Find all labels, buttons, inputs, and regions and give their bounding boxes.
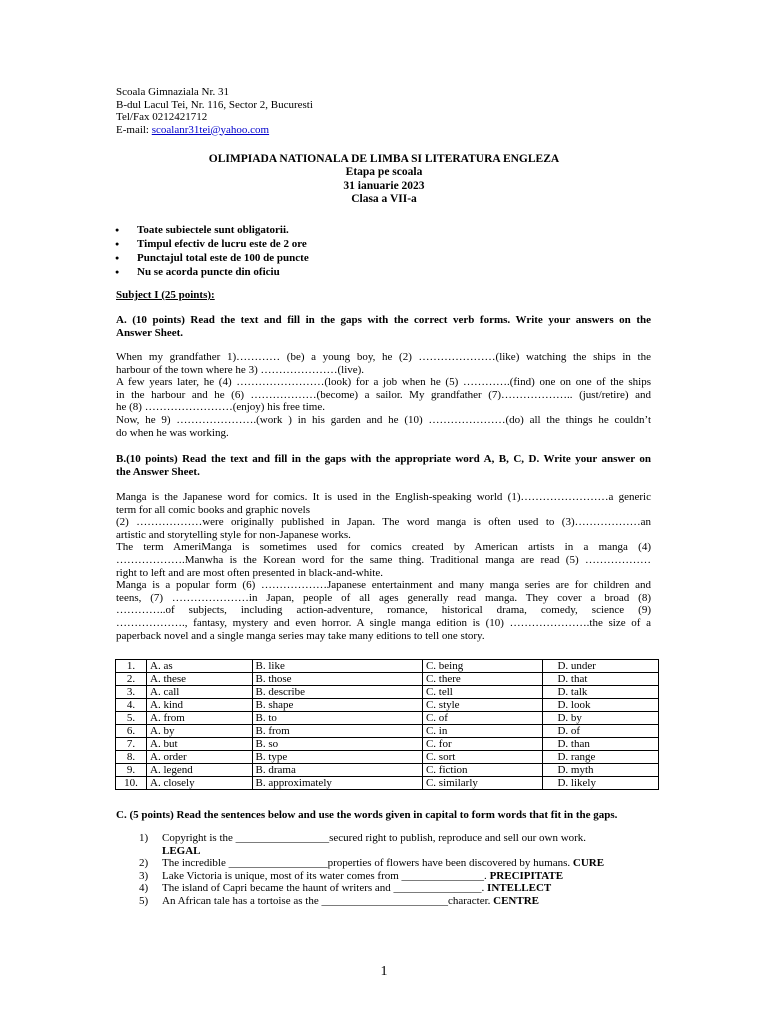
item-number: 2) [139,857,149,869]
option-b: B. like [252,660,422,673]
option-a: A. order [147,751,253,764]
table-row [116,738,659,751]
section-a-heading [116,314,651,339]
option-a: A. kind [147,699,253,712]
section-b-line: (2) ………………were originally published in Japan. The word manga is often used to (3)………………an [116,516,651,529]
table-row [116,699,659,712]
option-c: C. style [422,699,543,712]
item-number: 3) [139,869,149,882]
option-a: A. by [147,725,253,738]
item-number: 1) [139,832,149,844]
option-d: D. under [543,660,659,673]
option-d: D. likely [543,777,659,790]
option-c: C. there [422,673,543,686]
options-table [115,659,659,790]
table-row [116,673,659,686]
item-text: Copyright is the _________________secured right to publish, reproduce and sell our own work. [162,832,587,844]
section-b-line: ……………….Manwha is the Korean word for the same thing. Traditional manga are read (5) ……………… [116,553,651,566]
section-b-line: artistic and storytelling style for non-Japanese works. [116,528,351,541]
section-a-line: harbour of the town where he 3) …………………(live). [116,363,365,376]
option-d: D. by [543,712,659,725]
section-b-line: The term AmeriManga is sometimes used for comics created by American artists in a manga (4) [116,541,651,554]
item-word: CURE [572,857,605,869]
item-number: 4) [139,882,149,894]
section-a-heading-line: Answer Sheet. [116,326,184,339]
option-d: D. range [543,751,659,764]
option-d: D. talk [543,686,659,699]
section-a-line: A few years later, he (4) ……………………(look) for a job when he (5) ………….(find) one on one of the ships [116,376,651,389]
section-b-line: Manga is the Japanese word for comics. It is used in the English-speaking world (1)……………………a generic [116,491,651,503]
item-text: An African tale has a tortoise as the _______________________character. [162,894,491,907]
option-c: C. sort [422,751,543,764]
section-b-line: …………..of subjects, including action-adventure, romance, historical drama, comedy, science (9) [116,604,651,617]
option-number: 2. [116,673,147,686]
option-a: A. but [147,738,253,751]
option-b: B. shape [252,699,422,712]
section-b-line: Manga is a popular form (6) ………………Japanese entertainment and many manga series are for children and [116,579,651,592]
option-b: B. to [252,712,422,725]
section-a-text [116,351,651,439]
option-c: C. similarly [422,777,543,790]
section-b-line: right to left and are most often presented in black-and-white. [116,566,383,579]
option-b: B. those [252,673,422,686]
option-b: B. type [252,751,422,764]
option-number: 3. [116,686,147,699]
option-number: 10. [116,777,147,790]
item-word: LEGAL [162,844,201,857]
exam-stage: Etapa pe scoala [345,166,423,178]
table-row [116,686,659,699]
page-number: 1 [380,964,388,979]
section-a-line: When my grandfather 1)………… (be) a young boy, he (2) …………………(like) watching the ships in the [116,351,651,363]
table-row [116,712,659,725]
item-word: PRECIPITATE [489,869,564,882]
rule-item: ● Nu se acorda puncte din oficiu [137,266,309,280]
item-line [162,857,604,870]
item-text: Lake Victoria is unique, most of its water comes from _______________. [162,869,487,882]
option-b: B. approximately [252,777,422,790]
item-line [162,870,563,883]
exam-date: 31 ianuarie 2023 [343,180,425,192]
section-b-line: paperback novel and a single manga series may take many editions to tell one story. [116,629,485,642]
email-link[interactable]: scoalanr31tei@yahoo.com [151,123,270,136]
table-row [116,725,659,738]
option-number: 6. [116,725,147,738]
option-c: C. tell [422,686,543,699]
option-d: D. that [543,673,659,686]
option-number: 9. [116,764,147,777]
exam-title: OLIMPIADA NATIONALA DE LIMBA SI LITERATURA ENGLEZA [208,153,560,165]
subject-heading: Subject I (25 points): [116,289,215,301]
option-number: 4. [116,699,147,712]
option-a: A. from [147,712,253,725]
option-d: D. myth [543,764,659,777]
section-a-line: he (8) ……………………(enjoy) his free time. [116,401,325,414]
option-number: 7. [116,738,147,751]
option-c: C. being [422,660,543,673]
section-b-line: teens, (7) …………………in Japan, people of all ages generally read manga. They cover a broad (8) [116,591,651,604]
option-a: A. call [147,686,253,699]
option-c: C. for [422,738,543,751]
option-d: D. look [543,699,659,712]
table-row [116,751,659,764]
option-c: C. fiction [422,764,543,777]
option-d: D. than [543,738,659,751]
rule-item: ● Punctajul total este de 100 de puncte [137,252,309,266]
section-b-heading-line: B.(10 points) Read the text and fill in the gaps with the appropriate word A, B, C, D. Write your answer on [116,453,651,465]
option-a: A. these [147,673,253,686]
option-b: B. describe [252,686,422,699]
option-number: 1. [116,660,147,673]
item-number: 5) [139,894,149,907]
option-b: B. from [252,725,422,738]
section-a-heading-line: A. (10 points) Read the text and fill in the gaps with the correct verb forms. Write your answers on the [116,314,651,326]
option-number: 8. [116,751,147,764]
rule-item: ● Toate subiectele sunt obligatorii. [137,224,309,238]
section-a-line: in the harbour and he (6) ………………(become) a sailor. My grandfather (7)……………….. (just/retire) and [116,388,651,401]
rules-list [137,224,309,280]
school-telfax: Tel/Fax 0212421712 [116,111,208,123]
school-name: Scoala Gimnaziala Nr. 31 [116,86,230,98]
option-number: 5. [116,712,147,725]
section-a-line: Now, he 9) ………………….(work ) in his garden and he (10) …………………(do) all the things he couldn’t [116,413,651,426]
table-row [116,660,659,673]
option-a: A. as [147,660,253,673]
section-b-heading-line: the Answer Sheet. [116,465,200,478]
exam-class: Clasa a VII-a [351,193,417,205]
option-a: A. legend [147,764,253,777]
section-a-line: do when he was working. [116,426,229,439]
item-word: INTELLECT [487,882,552,894]
school-email-line [116,124,313,137]
item-line [162,882,551,895]
option-c: C. in [422,725,543,738]
section-c-heading: C. (5 points) Read the sentences below and use the words given in capital to form words that fit in the gaps. [116,809,618,821]
option-d: D. of [543,725,659,738]
item-text: The island of Capri became the haunt of writers and ________________. [162,882,485,894]
item-line [162,895,539,908]
school-address: B-dul Lacul Tei, Nr. 116, Sector 2, Bucuresti [116,98,313,111]
option-a: A. closely [147,777,253,790]
section-b-heading [116,453,651,478]
option-b: B. drama [252,764,422,777]
option-c: C. of [422,712,543,725]
rule-item: ● Timpul efectiv de lucru este de 2 ore [137,238,309,252]
item-word: CENTRE [493,894,539,907]
table-row [116,777,659,790]
email-label: E-mail: [116,123,152,136]
section-b-line: ………………., fantasy, mystery and even horror. A single manga edition is (10) ………………….the size of a [116,616,651,629]
section-b-text [116,491,651,642]
table-row [116,764,659,777]
school-header [116,86,313,136]
section-b-line: term for all comic books and graphic novels [116,503,310,516]
option-b: B. so [252,738,422,751]
item-text: The incredible __________________properties of flowers have been discovered by humans. [162,857,571,869]
